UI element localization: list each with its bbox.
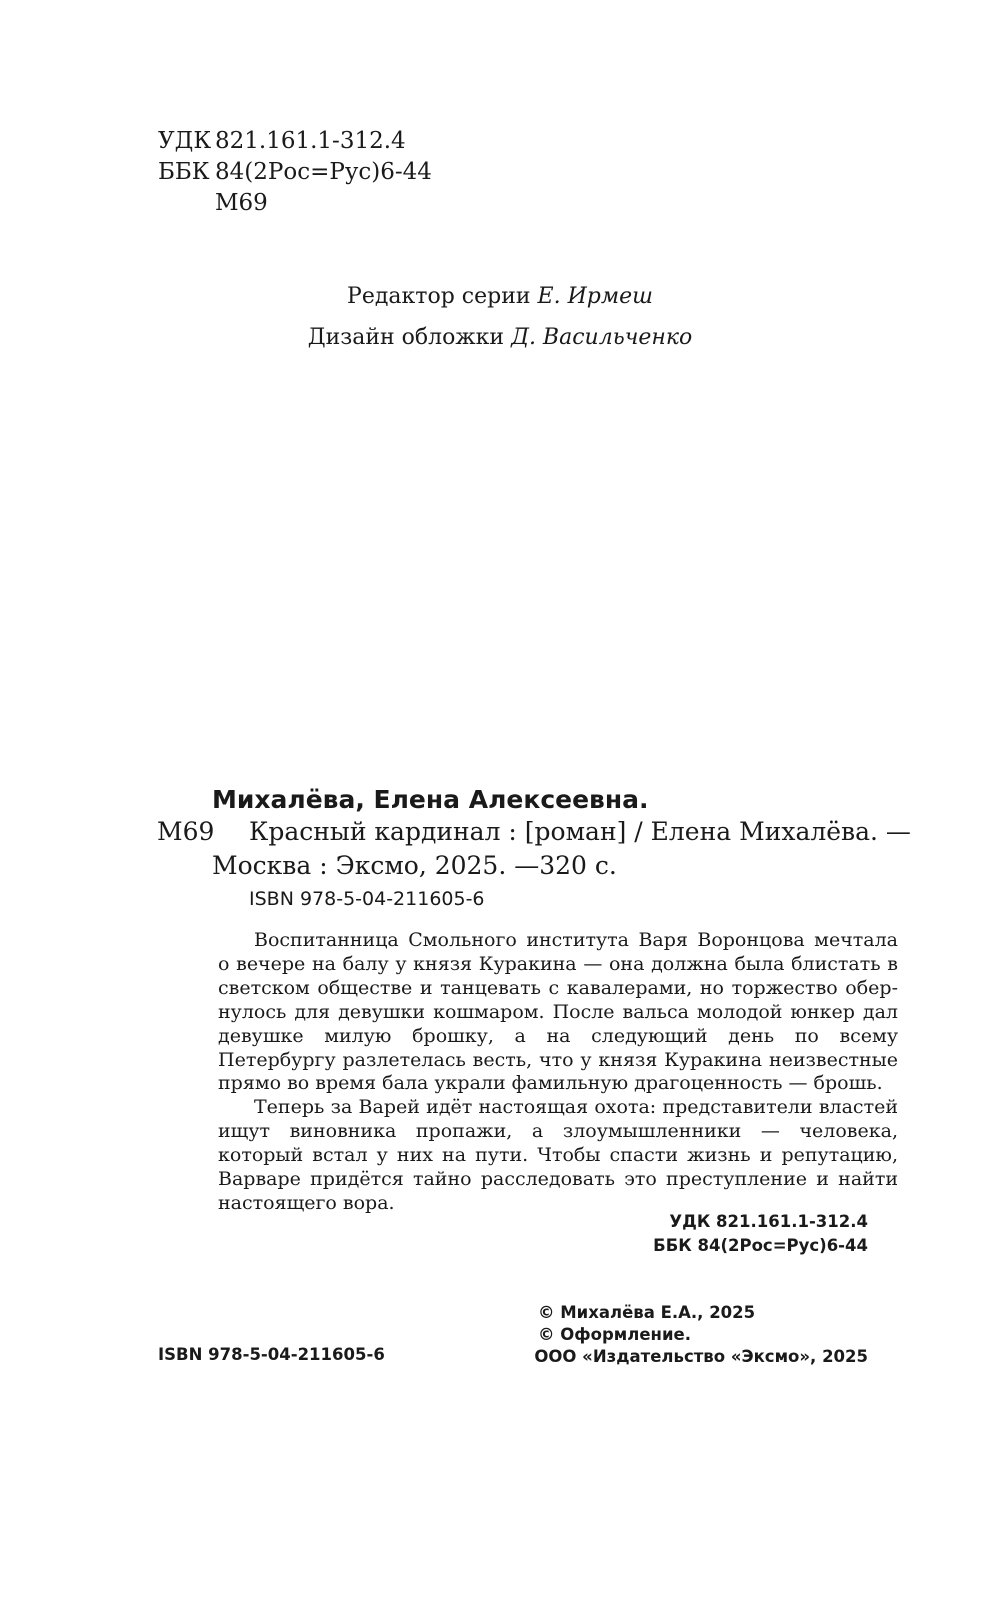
footer-isbn: ISBN 978-5-04-211605-6 — [158, 1345, 385, 1364]
copyright-publisher: ООО «Издательство «Эксмо», 2025 — [534, 1347, 868, 1366]
classification-block — [158, 125, 458, 225]
series-editor-role: Редактор серии — [347, 284, 531, 309]
cover-design-credit — [0, 325, 1000, 350]
udk-value: 821.161.1-312.4 — [215, 128, 406, 154]
annotation-paragraph: Воспитанница Смольного института Варя Воронцова мечтала о вечере на балу у князя Куракина — она должна была блистать в светском обществе и танцевать с кавалерами, но торжество обернулось для девушки кошмаром. После вальса молодой юнкер дал девушке милую брошку, а на следующий день по всему Петербургу разлетелась весть, что у князя Куракина неизвестные прямо во время бала украли фамильную драгоценность — брошь. — [218, 929, 898, 1095]
annotation-udk: УДК 821.161.1-312.4 — [669, 1212, 868, 1231]
copyright-author: © Михалёва Е.А., 2025 — [538, 1303, 756, 1322]
cover-design-role: Дизайн обложки — [307, 325, 505, 350]
annotation-paragraph: Теперь за Варей идёт настоящая охота: представители властей ищут виновника пропажи, а злоумышленники — человека, который встал у них на пути. Чтобы спасти жизнь и репутацию, Варваре придётся тайно расследовать это преступление и найти настоящего вора. — [218, 1096, 898, 1214]
annotation — [218, 929, 898, 1216]
bbk-label: ББК — [158, 159, 210, 185]
copyright-design: © Оформление. — [538, 1325, 691, 1344]
series-editor-name: Е. Ирмеш — [537, 284, 653, 309]
udk-label: УДК — [158, 128, 212, 154]
publication-line: Москва : Эксмо, 2025. —320 с. — [212, 851, 617, 880]
title-line: Красный кардинал : [роман] / Елена Михалёва. — — [249, 817, 911, 846]
annotation-bbk: ББК 84(2Рос=Рус)6-44 — [653, 1236, 868, 1255]
series-editor-credit — [0, 284, 1000, 309]
author-heading: Михалёва, Елена Алексеевна. — [212, 785, 649, 814]
entry-isbn: ISBN 978-5-04-211605-6 — [249, 888, 485, 910]
bbk-value: 84(2Рос=Рус)6-44 — [215, 159, 432, 185]
cover-designer-name: Д. Васильченко — [511, 325, 693, 350]
entry-author-mark: М69 — [157, 817, 215, 846]
author-mark: М69 — [215, 190, 268, 216]
